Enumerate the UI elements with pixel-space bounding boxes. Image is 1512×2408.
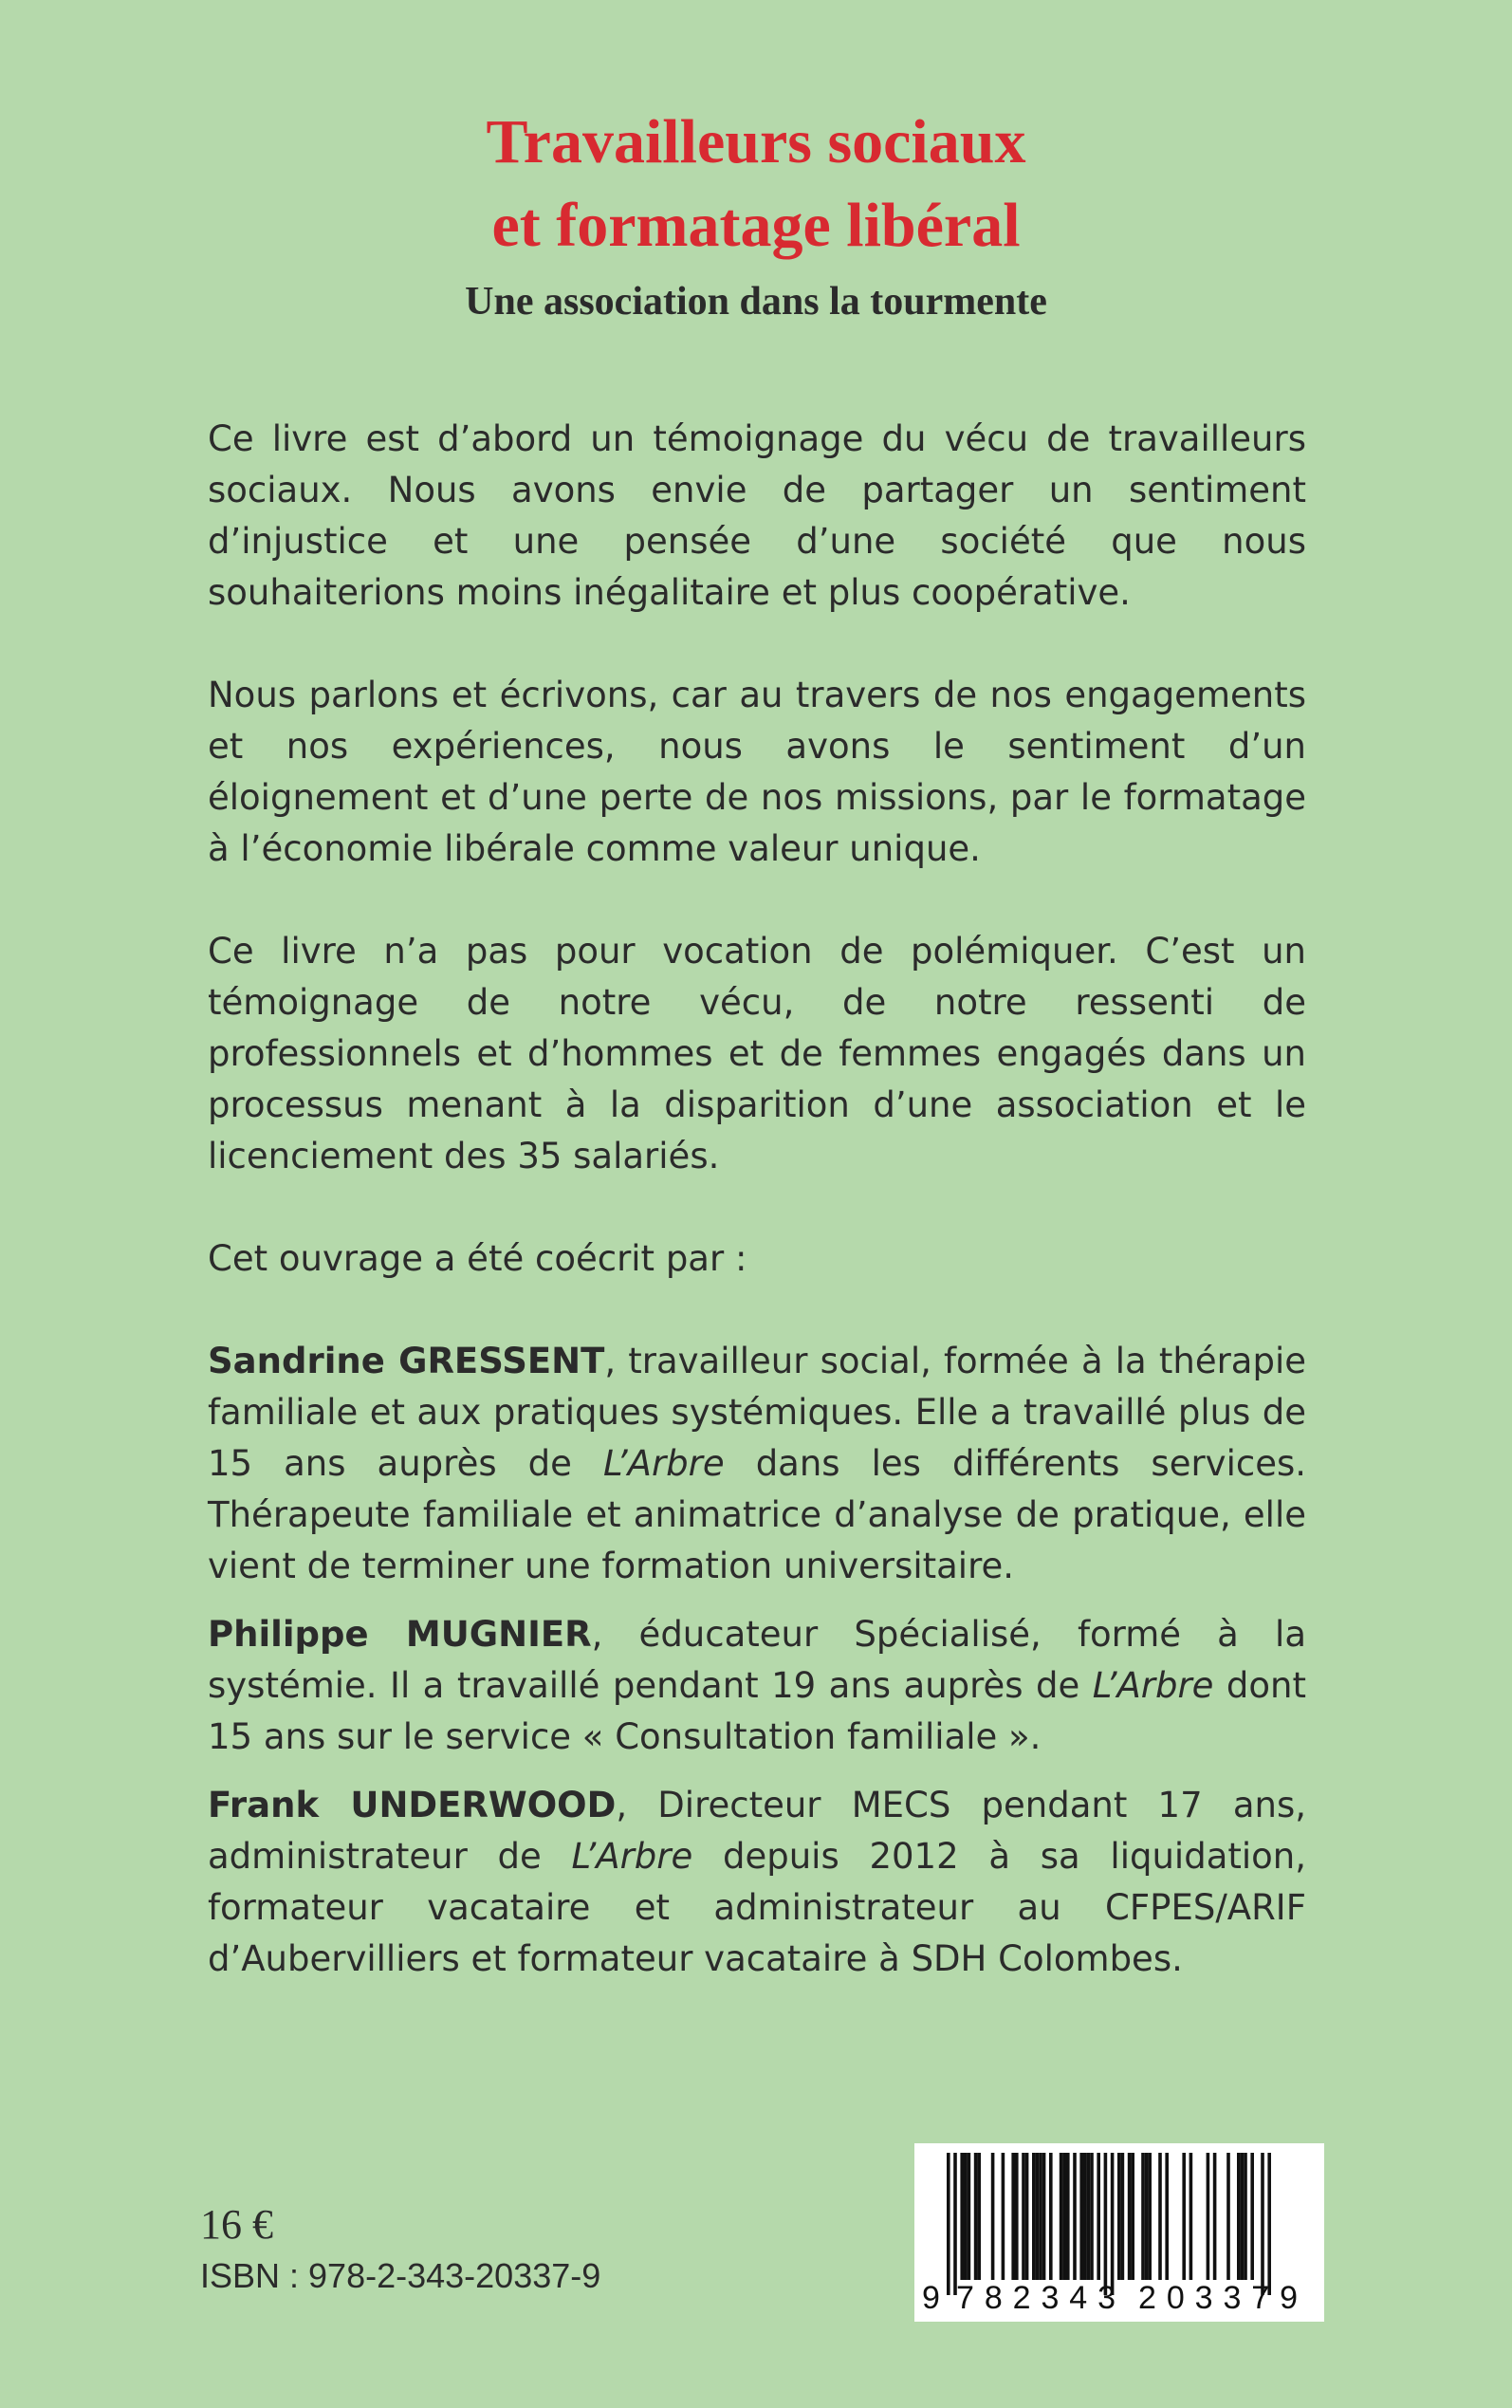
blurb-paragraph-3: Ce livre n’a pas pour vocation de polémiquer. C’est un témoignage de notre vécu, de notre ressenti de professionnels et d’hommes et de femmes engagés dans un processus menant à la disparition d’une association et le licenciement des 35 salariés. <box>208 931 1306 1176</box>
author-bio-text: , éducateur Spécialisé, formé à la systémie. Il a travaillé pendant 19 ans auprès de <box>208 1614 1306 1706</box>
isbn: ISBN : 978-2-343-20337-9 <box>200 2256 601 2295</box>
barcode-bar <box>1237 2153 1241 2280</box>
author-bio-text: , travailleur social, formée à la thérapie familiale et aux pratiques systémiques. Elle a travaillé plus de 15 ans auprès de <box>208 1341 1306 1484</box>
barcode-bar <box>1131 2153 1134 2280</box>
author-bio-3 <box>208 1780 1306 1985</box>
barcode-bar <box>974 2153 978 2280</box>
author-bio-1 <box>208 1336 1306 1592</box>
barcode-bar <box>1267 2153 1271 2295</box>
barcode-bar <box>1062 2153 1066 2280</box>
barcode-bar <box>1042 2153 1046 2280</box>
author-bio-text: dans les différents services. Thérapeute familiale et animatrice d’analyse de pratique, elle vient de terminer une formation universitaire. <box>208 1443 1307 1586</box>
barcode-bar <box>1145 2153 1149 2280</box>
barcode-bar <box>1032 2153 1036 2280</box>
book-title-line-1: Travailleurs sociaux <box>486 107 1026 176</box>
barcode-bar <box>1011 2153 1015 2280</box>
barcode-bar <box>1022 2153 1025 2280</box>
barcode-bar <box>960 2153 964 2280</box>
barcode-bar <box>1244 2153 1247 2280</box>
barcode-bar <box>1036 2153 1040 2280</box>
barcode-bar <box>1079 2153 1083 2280</box>
barcode-bar <box>1025 2153 1029 2280</box>
barcode-bar <box>1165 2153 1169 2280</box>
book-title <box>0 101 1512 268</box>
barcode-bar <box>1083 2153 1087 2280</box>
barcode-bar <box>1060 2153 1063 2280</box>
barcode-bar <box>1087 2153 1091 2280</box>
barcode-bar <box>991 2153 995 2280</box>
barcode-bar <box>1121 2153 1125 2280</box>
barcode-bar <box>1141 2153 1145 2280</box>
organization-name: L’Arbre <box>602 1443 725 1484</box>
isbn-barcode <box>914 2143 1324 2322</box>
author-name: Frank UNDERWOOD <box>208 1785 617 1825</box>
book-title-line-2: et formatage libéral <box>491 191 1021 260</box>
barcode-graphic <box>914 2143 1324 2322</box>
barcode-bar <box>1117 2153 1121 2280</box>
barcode-bar <box>1090 2153 1094 2280</box>
blurb-paragraph-1: Ce livre est d’abord un témoignage du vécu de travailleurs sociaux. Nous avons envie de partager un sentiment d’injustice et une pensée d’une société que nous souhaiterions moins inégalitaire et plus coopérative. <box>208 418 1306 613</box>
organization-name: L’Arbre <box>1092 1665 1214 1706</box>
credits-intro: Cet ouvrage a été coécrit par : <box>208 1238 747 1279</box>
barcode-bar <box>1207 2153 1210 2280</box>
barcode-bar <box>1111 2153 1115 2295</box>
barcode-bar <box>1128 2153 1132 2280</box>
barcode-right-digits: 203379 <box>1138 2280 1298 2316</box>
barcode-first-digit: 9 <box>922 2280 940 2316</box>
author-name: Philippe MUGNIER <box>208 1614 592 1655</box>
barcode-bar <box>1189 2153 1193 2280</box>
back-cover-blurb <box>208 414 1306 2002</box>
author-name: Sandrine GRESSENT <box>208 1341 605 1381</box>
barcode-bars <box>947 2153 1271 2295</box>
barcode-bar <box>947 2153 950 2295</box>
author-bio-text: dont 15 ans sur le service « Consultation familiale ». <box>208 1665 1306 1757</box>
barcode-bar <box>1066 2153 1070 2280</box>
barcode-bar <box>1049 2153 1053 2280</box>
barcode-bar <box>1073 2153 1077 2280</box>
organization-name: L’Arbre <box>571 1836 693 1877</box>
barcode-bar <box>1182 2153 1186 2280</box>
barcode-bar <box>1015 2153 1019 2280</box>
barcode-bar <box>1213 2153 1217 2280</box>
author-bio-2 <box>208 1609 1306 1763</box>
book-subtitle: Une association dans la tourmente <box>465 280 1047 324</box>
barcode-bar <box>1104 2153 1108 2295</box>
barcode-bar <box>1241 2153 1245 2280</box>
barcode-bar <box>1002 2153 1005 2280</box>
barcode-bar <box>1097 2153 1100 2280</box>
barcode-bar <box>1226 2153 1230 2280</box>
blurb-paragraph-2: Nous parlons et écrivons, car au travers de nos engagements et nos expériences, nous avons le sentiment d’un éloignement et d’une perte de nos missions, par le formatage à l’économie libérale comme valeur unique. <box>208 675 1306 869</box>
author-bio-text: , Directeur MECS pendant 17 ans, administrateur de <box>208 1785 1307 1877</box>
barcode-bar <box>964 2153 968 2280</box>
price: 16 € <box>200 2201 273 2248</box>
barcode-bar <box>1250 2153 1254 2280</box>
barcode-bar <box>968 2153 971 2280</box>
barcode-bar <box>1158 2153 1162 2280</box>
barcode-bar <box>1039 2153 1042 2280</box>
barcode-bar <box>1148 2153 1152 2280</box>
author-bio-text: depuis 2012 à sa liquidation, formateur vacataire et administrateur au CFPES/ARIF d’Aubervilliers et formateur vacataire à SDH Colombes. <box>208 1836 1306 1979</box>
barcode-bar <box>953 2153 957 2295</box>
barcode-bar <box>977 2153 981 2280</box>
barcode-bar <box>1261 2153 1264 2295</box>
barcode-left-digits: 782343 <box>956 2280 1116 2316</box>
